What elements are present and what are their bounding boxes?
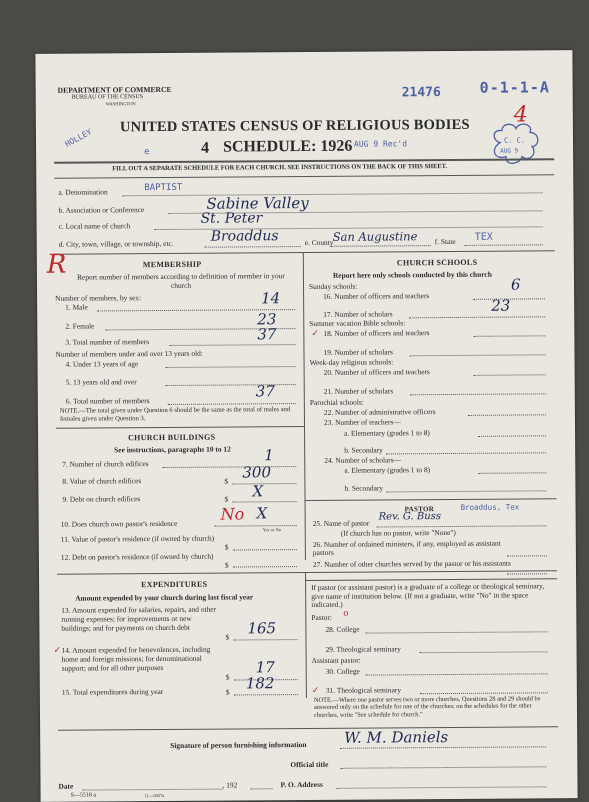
q1-label: 1. Male bbox=[65, 302, 88, 312]
pastor-note: NOTE.—Where one pastor serves two or more churches, Questions 28 and 29 should be answered only on the schedule for one of the churches; on the schedules for the other churches, write "See schedule for church." bbox=[313, 695, 541, 719]
q4-label: 4. Under 13 years of age bbox=[65, 359, 139, 369]
parochial-schools-label: Parochial schools: bbox=[309, 397, 364, 407]
bureau-label: BUREAU OF THE CENSUS bbox=[71, 94, 144, 101]
local-name-value: St. Peter bbox=[200, 210, 263, 227]
yes-no-hint: Yes or No bbox=[262, 527, 282, 533]
q9-value: X bbox=[252, 482, 264, 501]
church-buildings-title: CHURCH BUILDINGS bbox=[128, 432, 216, 443]
cc-stamp-date: AUG 9 bbox=[500, 147, 519, 155]
q28-label: 28. College bbox=[325, 624, 360, 634]
sunday-schools-label: Sunday schools: bbox=[308, 281, 358, 291]
age-intro-label: Number of members under and over 13 years old: bbox=[55, 348, 203, 359]
q6-value: 37 bbox=[255, 382, 275, 401]
q18-check-icon: ✓ bbox=[311, 327, 319, 338]
date-year: , 192 bbox=[222, 780, 238, 790]
q13-dollar: $ bbox=[225, 632, 230, 642]
pastor-location-stamp: Broaddus, Tex bbox=[460, 502, 520, 512]
q10-x-mark: X bbox=[256, 504, 268, 523]
q16-value: 6 bbox=[510, 275, 521, 294]
q17-label: 17. Number of scholars bbox=[323, 309, 393, 319]
q15-value: 182 bbox=[245, 674, 275, 693]
review-mark-r: R bbox=[46, 249, 67, 280]
instruction-line: FILL OUT A SEPARATE SCHEDULE FOR EACH CHURCH. SEE INSTRUCTIONS ON THE BACK OF THIS SHEET. bbox=[112, 163, 448, 173]
check-mark-number: 4 bbox=[513, 102, 528, 128]
denomination-value: BAPTIST bbox=[144, 182, 183, 194]
q7-value: 1 bbox=[264, 446, 274, 465]
holley-stamp: HOLLEY bbox=[63, 127, 94, 149]
q31-check-icon: ✓ bbox=[311, 684, 320, 695]
membership-intro: Report number of members according to definition of member in your church bbox=[77, 271, 285, 290]
q14-value: 17 bbox=[255, 658, 275, 677]
q5-label: 5. 13 years old and over bbox=[65, 377, 137, 387]
q13-label: 13. Amount expended for salaries, repairs, and other running expenses; for improvements or new buildings; and for payments on church debt bbox=[61, 604, 217, 633]
q30-label: 30. College bbox=[325, 666, 360, 676]
q7-label: 7. Number of church edifices bbox=[62, 459, 149, 469]
q1-value: 14 bbox=[261, 289, 281, 308]
expenditures-intro: Amount expended by your church during last fiscal year bbox=[75, 592, 254, 603]
census-schedule-page bbox=[35, 50, 577, 802]
city-label: WASHINGTON bbox=[105, 101, 136, 107]
q10-label: 10. Does church own pastor's residence bbox=[60, 518, 178, 529]
q17-value: 23 bbox=[491, 296, 511, 315]
assistant-pastor-label: Assistant pastor: bbox=[311, 655, 361, 665]
q16-label: 16. Number of officers and teachers bbox=[323, 291, 430, 301]
q25-note: (If church has no pastor, write "None") bbox=[340, 527, 456, 538]
q8-dollar: $ bbox=[224, 476, 229, 486]
expenditures-title: EXPENDITURES bbox=[141, 579, 208, 590]
q15-dollar: $ bbox=[225, 687, 230, 697]
schedule-title: SCHEDULE: 1926 bbox=[222, 137, 353, 156]
pastor-mark: o bbox=[343, 607, 349, 619]
q14-label: 14. Amount expended for benevolences, including home and foreign missions; for denominational support; and for all other purposes bbox=[61, 644, 211, 673]
county-value: San Augustine bbox=[332, 229, 418, 244]
church-schools-title: CHURCH SCHOOLS bbox=[396, 257, 478, 268]
q24-label: 24. Number of scholars— bbox=[324, 455, 402, 465]
association-label: b. Association or Conference bbox=[58, 205, 145, 215]
q19-label: 19. Number of scholars bbox=[323, 347, 393, 357]
code-stamp: 0-1-1-A bbox=[479, 78, 550, 97]
q12-label: 12. Debt on pastor's residence (if owned by church) bbox=[60, 551, 214, 562]
q15-label: 15. Total expenditures during year bbox=[61, 687, 164, 697]
official-title-label: Official title bbox=[290, 759, 329, 770]
q24a-label: a. Elementary (grades 1 to 8) bbox=[344, 465, 431, 475]
document-number-stamp: 21476 bbox=[401, 85, 441, 101]
print-number: 11—0027a bbox=[144, 793, 165, 799]
pastor-sub-label: Pastor: bbox=[311, 612, 332, 622]
department-label: DEPARTMENT OF COMMERCE bbox=[57, 84, 172, 95]
by-sex-label: Number of members, by sex: bbox=[55, 293, 142, 303]
q3-value: 37 bbox=[257, 325, 277, 344]
local-name-label: c. Local name of church bbox=[58, 221, 131, 231]
q6-label: 6. Total number of members bbox=[65, 396, 150, 406]
q12-dollar: $ bbox=[224, 560, 229, 570]
q25-value: Rev. G. Buss bbox=[378, 511, 441, 523]
q10-value: No bbox=[220, 504, 245, 524]
city-town-label: d. City, town, village, or township, etc. bbox=[58, 238, 174, 249]
q27-label: 27. Number of other churches served by the pastor or his assistants bbox=[312, 558, 511, 569]
q8-value: 300 bbox=[242, 463, 272, 482]
received-stamp: AUG 9 Rec'd bbox=[354, 139, 408, 149]
church-buildings-sub: See instructions, paragraphs 10 to 12 bbox=[114, 444, 231, 455]
q23b-label: b. Secondary bbox=[344, 445, 383, 455]
cc-cloud-stamp-icon bbox=[488, 120, 544, 170]
county-label: e. County bbox=[304, 237, 334, 248]
q13-value: 165 bbox=[247, 619, 277, 638]
city-town-value: Broaddus bbox=[210, 228, 279, 245]
date-label: Date bbox=[58, 781, 74, 791]
po-address-label: P. O. Address bbox=[280, 779, 323, 790]
q31-label: 31. Theological seminary bbox=[325, 685, 402, 695]
state-label: f. State bbox=[434, 236, 456, 247]
q9-dollar: $ bbox=[224, 494, 229, 504]
q18-label: 18. Number of officers and teachers bbox=[323, 328, 430, 338]
q14-check-icon: ✓ bbox=[53, 644, 62, 655]
form-number: S—5518 a bbox=[70, 792, 97, 799]
q2-label: 2. Female bbox=[65, 321, 95, 331]
q22-label: 22. Number of administrative officers bbox=[323, 407, 436, 417]
q26-label: 26. Number of ordained ministers, if any, employed as assistant pastors bbox=[312, 538, 501, 557]
q29-label: 29. Theological seminary bbox=[325, 644, 401, 654]
q25-label: 25. Name of pastor bbox=[312, 518, 370, 528]
q11-dollar: $ bbox=[224, 542, 229, 552]
college-intro: If pastor (or assistant pastor) is a graduate of a college or theological seminary, give name of institution below. (If not a graduate, write "No" in the space indicated.) bbox=[311, 581, 545, 609]
membership-note: NOTE.—The total given under Question 6 should be the same as the total of males and females given under Question 3. bbox=[59, 406, 291, 423]
pastor-title: PASTOR bbox=[404, 505, 435, 514]
church-schools-intro: Report here only schools conducted by this church bbox=[332, 269, 492, 280]
weekday-schools-label: Week-day religious schools: bbox=[309, 357, 394, 367]
form-title: UNITED STATES CENSUS OF RELIGIOUS BODIES bbox=[119, 116, 470, 136]
q23-label: 23. Number of teachers— bbox=[323, 417, 401, 427]
q23a-label: a. Elementary (grades 1 to 8) bbox=[344, 428, 430, 438]
q8-label: 8. Value of church edifices bbox=[62, 476, 142, 486]
cc-stamp-label: C. C. bbox=[503, 136, 526, 145]
summer-schools-label: Summer vacation Bible schools: bbox=[309, 318, 406, 328]
prefix-4: 4 bbox=[200, 139, 210, 157]
association-value: Sabine Valley bbox=[206, 193, 309, 213]
q24b-label: b. Secondary bbox=[344, 483, 384, 493]
q11-label: 11. Value of pastor's residence (if owned by church) bbox=[60, 533, 215, 544]
q14-dollar: $ bbox=[225, 672, 230, 682]
q2-value: 23 bbox=[257, 310, 277, 329]
signature-value: W. M. Daniels bbox=[344, 728, 449, 747]
state-value: TEX bbox=[474, 231, 493, 243]
denomination-label: a. Denomination bbox=[58, 187, 108, 197]
q3-label: 3. Total number of members bbox=[65, 337, 150, 347]
membership-title: MEMBERSHIP bbox=[142, 259, 202, 270]
q9-label: 9. Debt on church edifices bbox=[62, 494, 141, 504]
q21-label: 21. Number of scholars bbox=[323, 386, 394, 396]
q20-label: 20. Number of officers and teachers bbox=[323, 367, 430, 377]
signature-label: Signature of person furnishing information bbox=[170, 740, 307, 750]
prefix-e: e bbox=[144, 147, 150, 158]
